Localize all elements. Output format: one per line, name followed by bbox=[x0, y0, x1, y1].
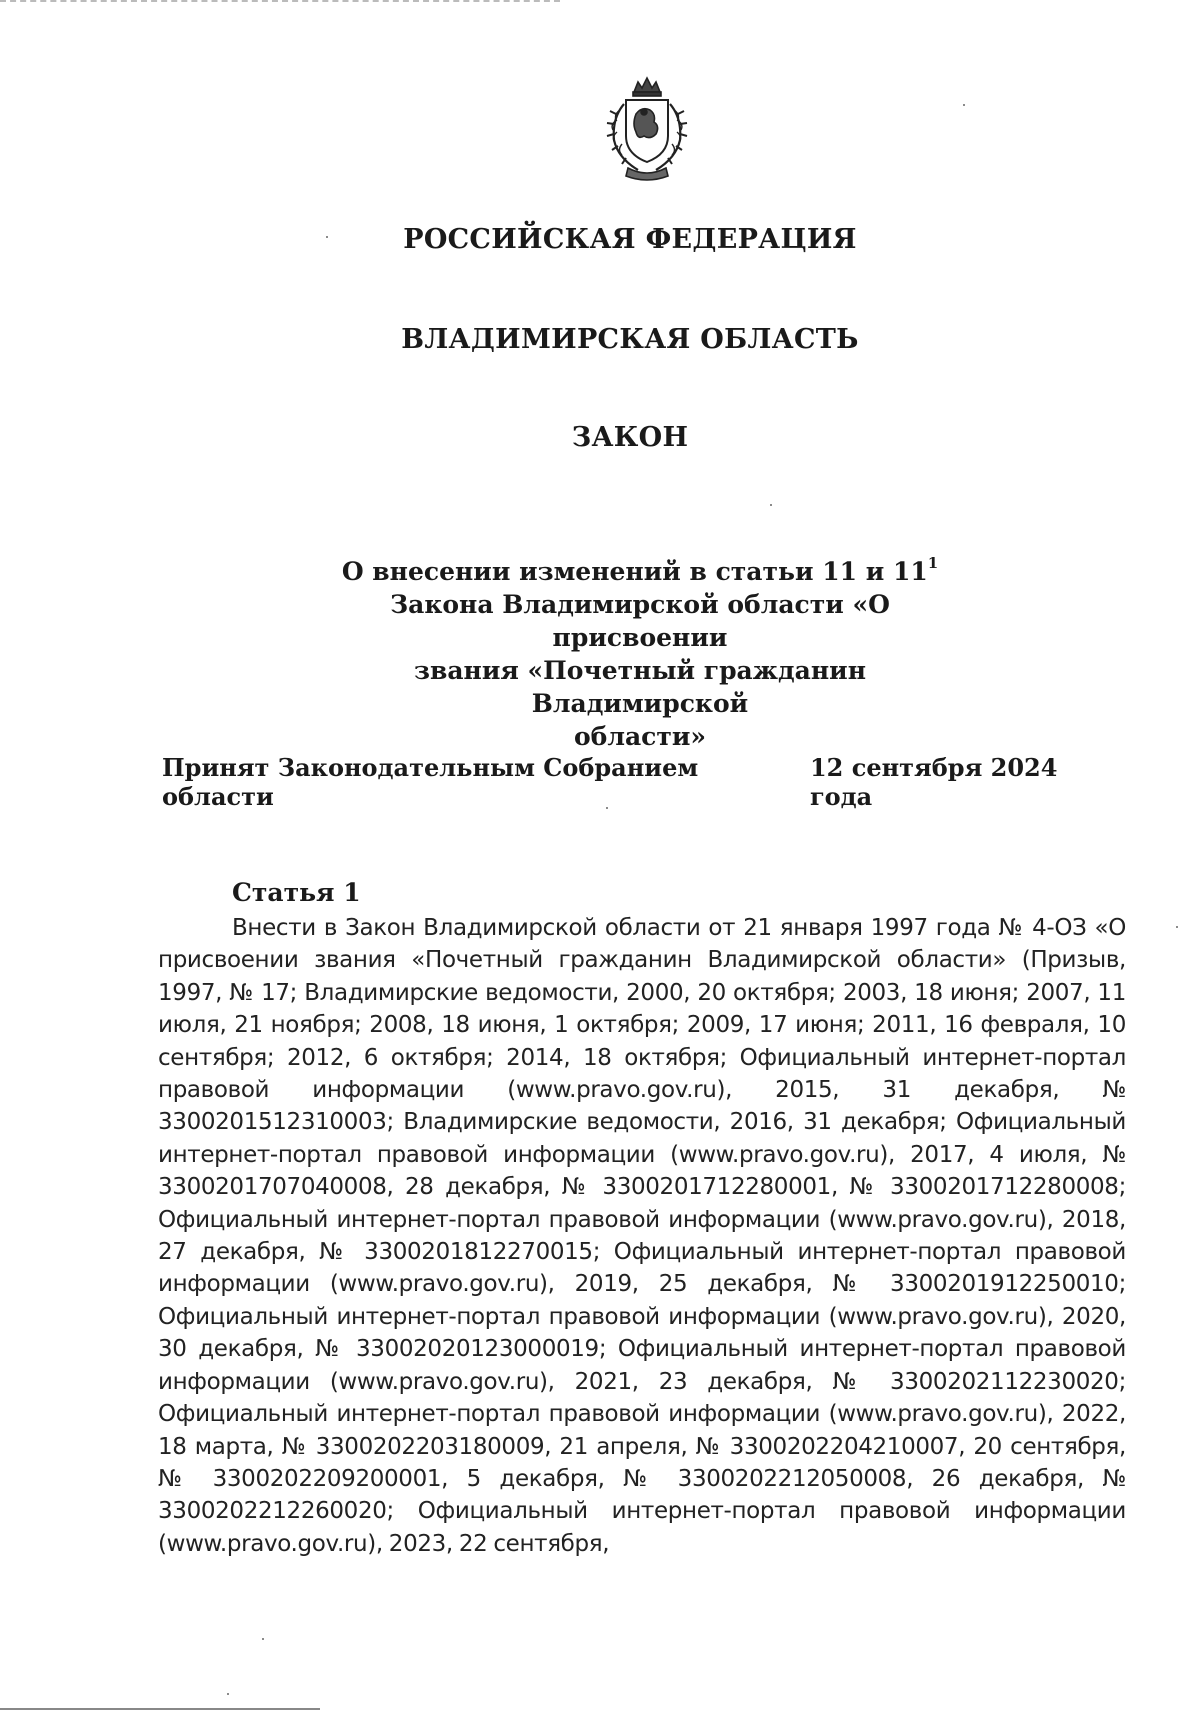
superscript-mark: 1 bbox=[927, 554, 939, 572]
scan-speck bbox=[606, 807, 608, 809]
scan-speck bbox=[262, 1638, 264, 1640]
scan-speck bbox=[227, 1693, 229, 1695]
scan-speck bbox=[963, 104, 965, 106]
document-type-heading: ЗАКОН bbox=[571, 422, 689, 453]
scan-edge-line bbox=[0, 1708, 320, 1710]
adoption-line bbox=[162, 753, 1124, 811]
law-title-line-3: звания «Почетный гражданин Владимирской bbox=[414, 656, 866, 718]
region-heading: ВЛАДИМИРСКАЯ ОБЛАСТЬ bbox=[401, 324, 859, 355]
adopted-by-label: Принят Законодательным Собранием области bbox=[162, 753, 699, 811]
article-body-text: Внести в Закон Владимирской области от 21 января 1997 года № 4-ОЗ «О присвоении звания «Почетный гражданин Владимирской области» (Призыв, 1997, № 17; Владимирские ведомости, 2000, 20 октября; 2003, 18 июня; 2007, 11 июля, 21 ноября; 2008, 18 июня, 1 октября; 2009, 17 июня; 2011, 16 февраля, 10 сентября; 2012, 6 октября; 2014, 18 октября; Официальный интернет-портал правовой информации (www.pravo.gov.ru), 2015, 31 декабря, № 3300201512310003; Владимирские ведомости, 2016, 31 декабря; Официальный интернет-портал правовой информации (www.pravo.gov.ru), 2017, 4 июля, № 3300201707040008, 28 декабря, № 3300201712280001, № 3300201712280008; Официальный интернет-портал правовой информации (www.pravo.gov.ru), 2018, 27 декабря, № 3300201812270015; Официальный интернет-портал правовой информации (www.pravo.gov.ru), 2019, 25 декабря, № 3300201912250010; Официальный интернет-портал правовой информации (www.pravo.gov.ru), 2020, 30 декабря, № 33002020123000019; Официальный интернет-портал правовой информации (www.pravo.gov.ru), 2021, 23 декабря, № 3300202112230020; Официальный интернет-портал правовой информации (www.pravo.gov.ru), 2022, 18 марта, № 3300202203180009, 21 апреля, № 3300202204210007, 20 сентября, № 3300202209200001, 5 декабря, № 3300202212050008, 26 декабря, № 3300202212260020; Официальный интернет-портал правовой информации (www.pravo.gov.ru), 2023, 22 сентября, bbox=[158, 915, 1126, 1557]
law-title-line-4: области» bbox=[573, 722, 707, 751]
scan-edge-line bbox=[0, 0, 560, 4]
country-heading: РОССИЙСКАЯ ФЕДЕРАЦИЯ bbox=[403, 224, 857, 255]
scan-speck bbox=[326, 236, 328, 238]
article-title: Статья 1 bbox=[232, 878, 361, 907]
law-title-line-2: Закона Владимирской области «О присвоении bbox=[390, 590, 890, 652]
coat-of-arms-icon bbox=[598, 74, 696, 184]
adopted-date: 12 сентября 2024 года bbox=[809, 753, 1058, 811]
scan-speck bbox=[770, 504, 772, 506]
scan-speck bbox=[1176, 926, 1178, 928]
law-title-line-1: О внесении изменений в статьи 11 и $11^1$ bbox=[341, 554, 939, 586]
law-title bbox=[330, 555, 950, 753]
